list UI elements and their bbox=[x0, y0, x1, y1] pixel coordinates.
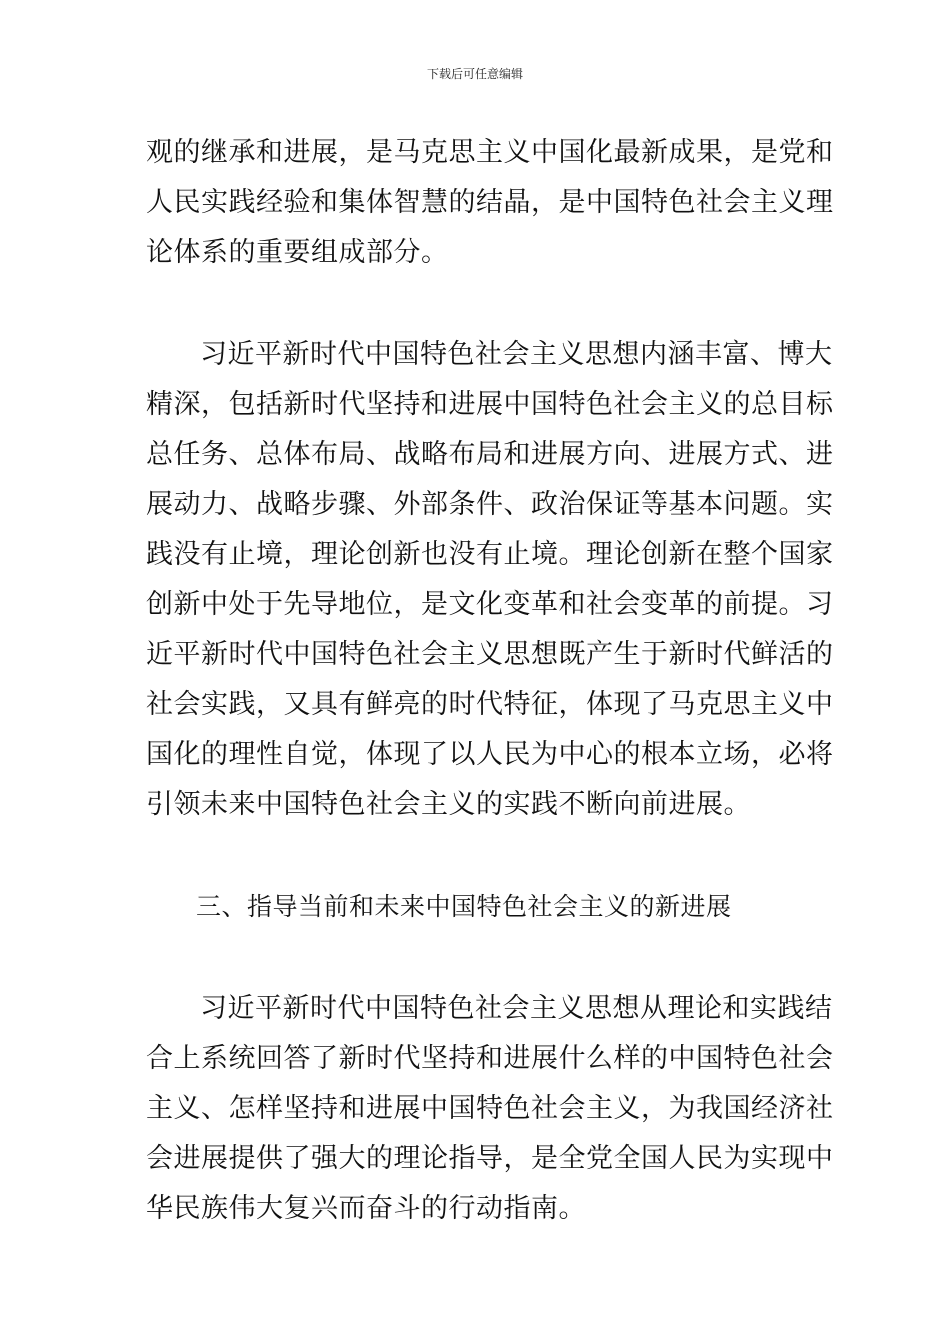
text-line: 总任务、总体布局、战略布局和进展方向、进展方式、进 bbox=[146, 439, 834, 470]
text-line: 精深，包括新时代坚持和进展中国特色社会主义的总目标 bbox=[146, 389, 834, 420]
text-line: 习近平新时代中国特色社会主义思想从理论和实践结 bbox=[200, 993, 833, 1024]
text-line: 引领未来中国特色社会主义的实践不断向前进展。 bbox=[146, 789, 751, 820]
paragraph-gap bbox=[146, 932, 816, 984]
text-line: 习近平新时代中国特色社会主义思想内涵丰富、博大 bbox=[200, 339, 833, 370]
text-line: 华民族伟大复兴而奋斗的行动指南。 bbox=[146, 1193, 586, 1224]
text-line: 创新中处于先导地位，是文化变革和社会变革的前提。习 bbox=[146, 589, 834, 620]
text-line: 近平新时代中国特色社会主义思想既产生于新时代鲜活的 bbox=[146, 639, 834, 670]
text-line: 国化的理性自觉，体现了以人民为中心的根本立场，必将 bbox=[146, 739, 834, 770]
text-line: 践没有止境，理论创新也没有止境。理论创新在整个国家 bbox=[146, 539, 834, 570]
text-line: 主义、怎样坚持和进展中国特色社会主义，为我国经济社 bbox=[146, 1093, 834, 1124]
paragraph-3 bbox=[146, 984, 834, 1234]
text-line: 会进展提供了强大的理论指导，是全党全国人民为实现中 bbox=[146, 1143, 834, 1174]
text-line: 社会实践，又具有鲜亮的时代特征，体现了马克思主义中 bbox=[146, 689, 834, 720]
text-line: 展动力、战略步骤、外部条件、政治保证等基本问题。实 bbox=[146, 489, 834, 520]
text-line: 论体系的重要组成部分。 bbox=[146, 237, 449, 268]
paragraph-2 bbox=[146, 330, 834, 830]
paragraph-gap bbox=[146, 830, 816, 882]
section-heading bbox=[146, 882, 816, 932]
heading-text: 三、指导当前和未来中国特色社会主义的新进展 bbox=[196, 892, 732, 921]
text-line: 人民实践经验和集体智慧的结晶，是中国特色社会主义理 bbox=[146, 187, 834, 218]
header-text: 下载后可任意编辑 bbox=[426, 67, 523, 81]
paragraph-1 bbox=[146, 128, 834, 278]
text-line: 合上系统回答了新时代坚持和进展什么样的中国特色社会 bbox=[146, 1043, 834, 1074]
page-header bbox=[0, 66, 950, 82]
paragraph-gap bbox=[146, 278, 816, 330]
document-body bbox=[146, 128, 834, 1234]
text-line: 观的继承和进展，是马克思主义中国化最新成果，是党和 bbox=[146, 137, 834, 168]
